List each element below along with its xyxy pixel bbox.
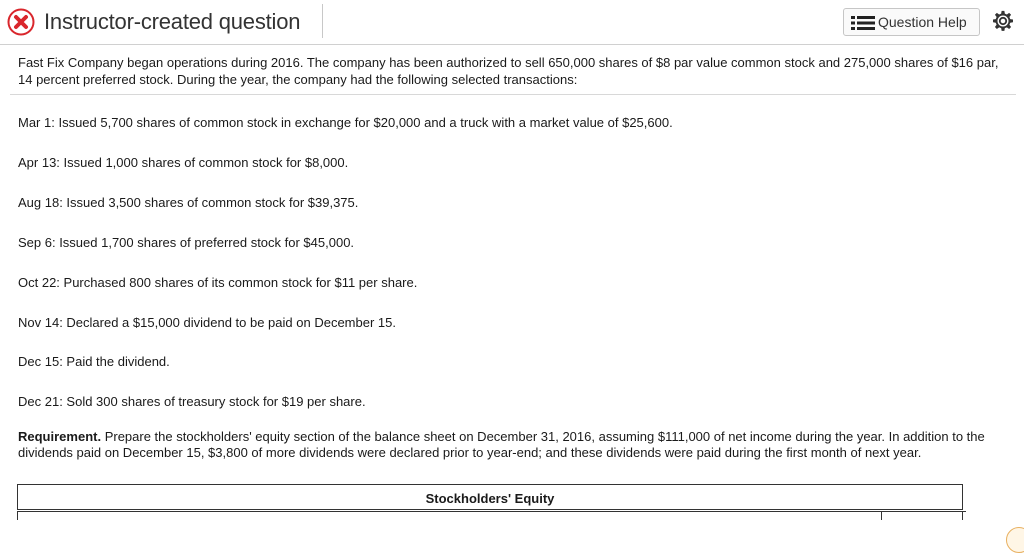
table-column-border: [17, 511, 18, 520]
transaction-item: Dec 21: Sold 300 shares of treasury stock for $19 per share.: [18, 394, 366, 409]
question-help-label: Question Help: [878, 14, 967, 30]
page-title: Instructor-created question: [44, 9, 301, 34]
title-box: [36, 4, 323, 38]
table-divider: [17, 511, 966, 512]
divider: [10, 94, 1016, 95]
transaction-item: Aug 18: Issued 3,500 shares of common stock for $39,375.: [18, 195, 359, 210]
transaction-item: Dec 15: Paid the dividend.: [18, 354, 170, 369]
requirement-paragraph: [18, 429, 1013, 461]
transaction-item: Mar 1: Issued 5,700 shares of common stock in exchange for $20,000 and a truck with a market value of $25,600.: [18, 115, 673, 130]
gear-icon[interactable]: [992, 10, 1014, 32]
question-header: [0, 0, 1024, 45]
requirement-label: Requirement.: [18, 429, 102, 444]
intro-paragraph: Fast Fix Company began operations during 2016. The company has been authorized to sell 650,000 shares of $8 par value common stock and 275,000 shares of $16 par, 14 percent preferred stock. During the year, the company had the following selected transactions:: [18, 55, 999, 87]
help-bubble-icon[interactable]: [1006, 527, 1024, 553]
table-column-border: [881, 511, 882, 520]
question-help-button[interactable]: [843, 8, 980, 36]
transaction-item: Oct 22: Purchased 800 shares of its common stock for $11 per share.: [18, 275, 418, 290]
transaction-item: Nov 14: Declared a $15,000 dividend to be paid on December 15.: [18, 315, 396, 330]
table-column-border: [962, 511, 963, 520]
incorrect-x-icon: [7, 8, 35, 36]
requirement-text: Prepare the stockholders' equity section of the balance sheet on December 31, 2016, assuming $111,000 of net income during the year. In addition to the dividends paid on December 15, $3,800 of more dividends were declared prior to year-end; and these dividends were paid during the first month of next year.: [18, 429, 985, 460]
transaction-item: Sep 6: Issued 1,700 shares of preferred stock for $45,000.: [18, 235, 355, 250]
transaction-item: Apr 13: Issued 1,000 shares of common stock for $8,000.: [18, 155, 349, 170]
list-icon: [851, 16, 875, 30]
stockholders-equity-table: [17, 484, 963, 510]
table-heading: Stockholders' Equity: [425, 491, 555, 506]
